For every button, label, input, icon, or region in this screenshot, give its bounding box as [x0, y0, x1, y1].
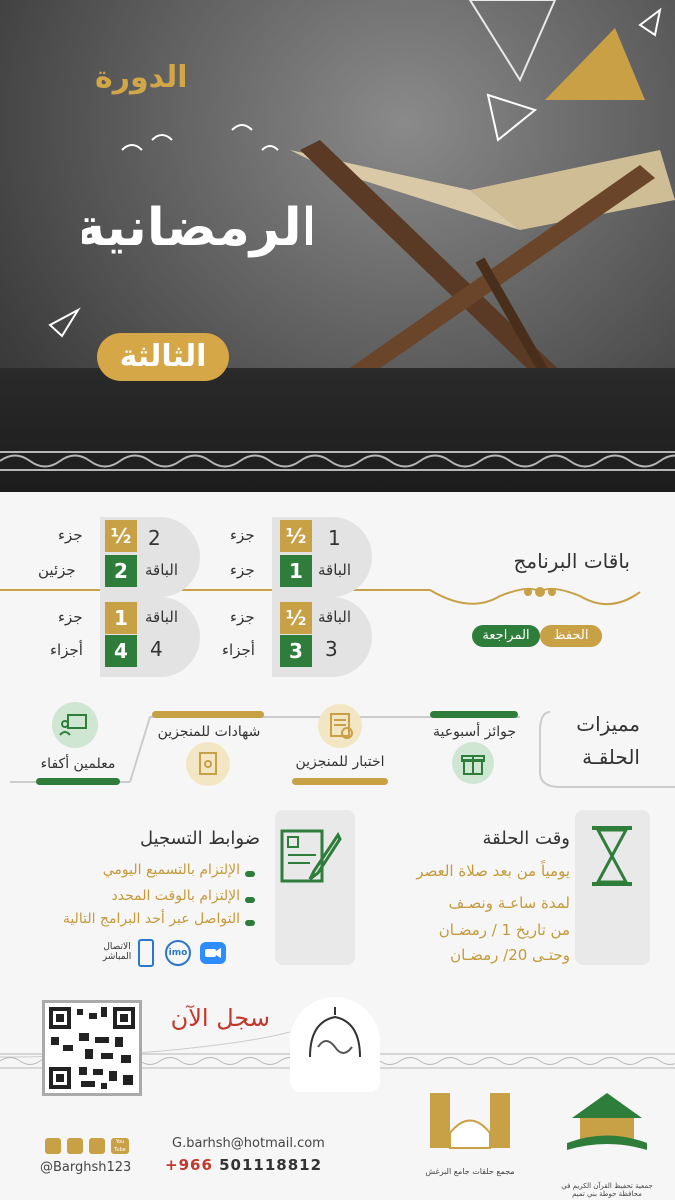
package-3-review-amount: 3	[280, 635, 312, 667]
hero-title-main	[82, 110, 312, 320]
package-4-label: الباقة	[145, 608, 179, 626]
package-3-memorize-amount: ½	[280, 602, 312, 634]
package-4-review-amount: 4	[105, 635, 137, 667]
hourglass-icon	[590, 825, 634, 887]
schedule-line-2: لمدة ساعـة ونصـف	[448, 894, 570, 912]
register-now-button[interactable]: سجل الآن	[170, 1004, 270, 1032]
package-2-number: 2	[148, 526, 161, 550]
schedule-line-3: من تاريخ 1 / رمضـان	[438, 921, 570, 939]
hero-banner	[0, 0, 675, 492]
package-1-label: الباقة	[318, 561, 352, 579]
rule-3: التواصل عبر أحد البرامج التالية	[62, 911, 240, 927]
youtube-icon[interactable]: You Tube	[111, 1138, 129, 1154]
ornament-border	[0, 448, 675, 474]
package-2-review-amount: 2	[105, 555, 137, 587]
feature-3-label: شهادات للمنجزين	[157, 724, 261, 740]
package-2-memorize-amount: ½	[105, 520, 137, 552]
gift-icon	[452, 742, 494, 784]
package-4-memorize-unit: جزء	[58, 608, 83, 626]
rule-1: الإلتزام بالتسميع اليومي	[102, 862, 240, 878]
direct-contact-label: الاتصال المباشر	[102, 942, 132, 962]
hero-title-top: الدورة	[95, 60, 188, 95]
social-handle[interactable]: @Barghsh123	[40, 1160, 132, 1175]
rule-2-bullet	[245, 897, 255, 903]
feature-2-label: اختبار للمنجزين	[295, 754, 385, 770]
hero-title-badge: الثالثة	[97, 333, 229, 381]
rules-title: ضوابط التسجيل	[139, 828, 260, 849]
package-2-memorize-unit: جزء	[58, 526, 83, 544]
feature-1-bar	[430, 711, 518, 718]
schedule-title: وقت الحلقة	[482, 828, 570, 849]
package-1-memorize-unit: جزء	[230, 526, 255, 544]
form-pen-icon	[280, 827, 342, 885]
tag-memorize: الحفظ	[540, 625, 602, 647]
dome-logo	[290, 997, 380, 1092]
twitter-icon[interactable]	[45, 1138, 61, 1154]
feature-3-bar	[152, 711, 264, 718]
imo-icon: imo	[165, 940, 191, 966]
teacher-icon	[52, 702, 98, 748]
package-4-review-unit: أجزاء	[50, 641, 83, 659]
package-1-review-unit: جزء	[230, 561, 255, 579]
contact-phone[interactable]: +966 501118812	[165, 1156, 323, 1174]
contact-email[interactable]: G.barhsh@hotmail.com	[172, 1136, 325, 1151]
checklist-icon	[318, 704, 362, 748]
package-3-label: الباقة	[318, 608, 352, 626]
feature-1-label: جوائز أسبوعية	[432, 724, 516, 740]
package-1-memorize-amount: ½	[280, 520, 312, 552]
packages-title: باقات البرنامج	[513, 549, 630, 573]
rule-3-bullet	[245, 920, 255, 926]
facebook-icon[interactable]	[67, 1138, 83, 1154]
social-icons	[45, 1138, 129, 1154]
package-1-review-amount: 1	[280, 555, 312, 587]
svg-text:الرمضانية: الرمضانية	[82, 198, 312, 258]
package-2-label: الباقة	[145, 561, 179, 579]
schedule-line-4: وحتـى 20/ رمضـان	[450, 946, 570, 964]
package-3-memorize-unit: جزء	[230, 608, 255, 626]
zoom-icon	[200, 942, 226, 964]
feature-4-bar	[36, 778, 120, 785]
tag-review: المراجعة	[472, 625, 540, 647]
package-2-review-unit: جزئين	[38, 561, 76, 579]
certificate-icon	[186, 742, 230, 786]
package-4-number: 4	[150, 637, 163, 661]
feature-2-bar	[292, 778, 388, 785]
org-logo-right: جمعية تحفيظ القرآن الكريم في محافظة حوطة بني تميم	[552, 1088, 662, 1178]
package-3-number: 3	[325, 637, 338, 661]
rule-2: الإلتزام بالوقت المحدد	[111, 888, 240, 904]
features-title-line1: مميزات	[576, 712, 640, 736]
phone-icon	[138, 939, 154, 967]
qr-code[interactable]	[42, 1000, 142, 1096]
feature-4-label: معلمين أكفاء	[40, 756, 116, 772]
org-logo-left: مجمع حلقات جامع البرغش	[420, 1088, 520, 1178]
package-1-number: 1	[328, 526, 341, 550]
rule-1-bullet	[245, 871, 255, 877]
package-4-memorize-amount: 1	[105, 602, 137, 634]
features-title-line2: الحلقـة	[582, 745, 640, 769]
instagram-icon[interactable]	[89, 1138, 105, 1154]
package-3-review-unit: أجزاء	[222, 641, 255, 659]
schedule-line-1: يومياً من بعد صلاة العصر	[416, 862, 570, 880]
